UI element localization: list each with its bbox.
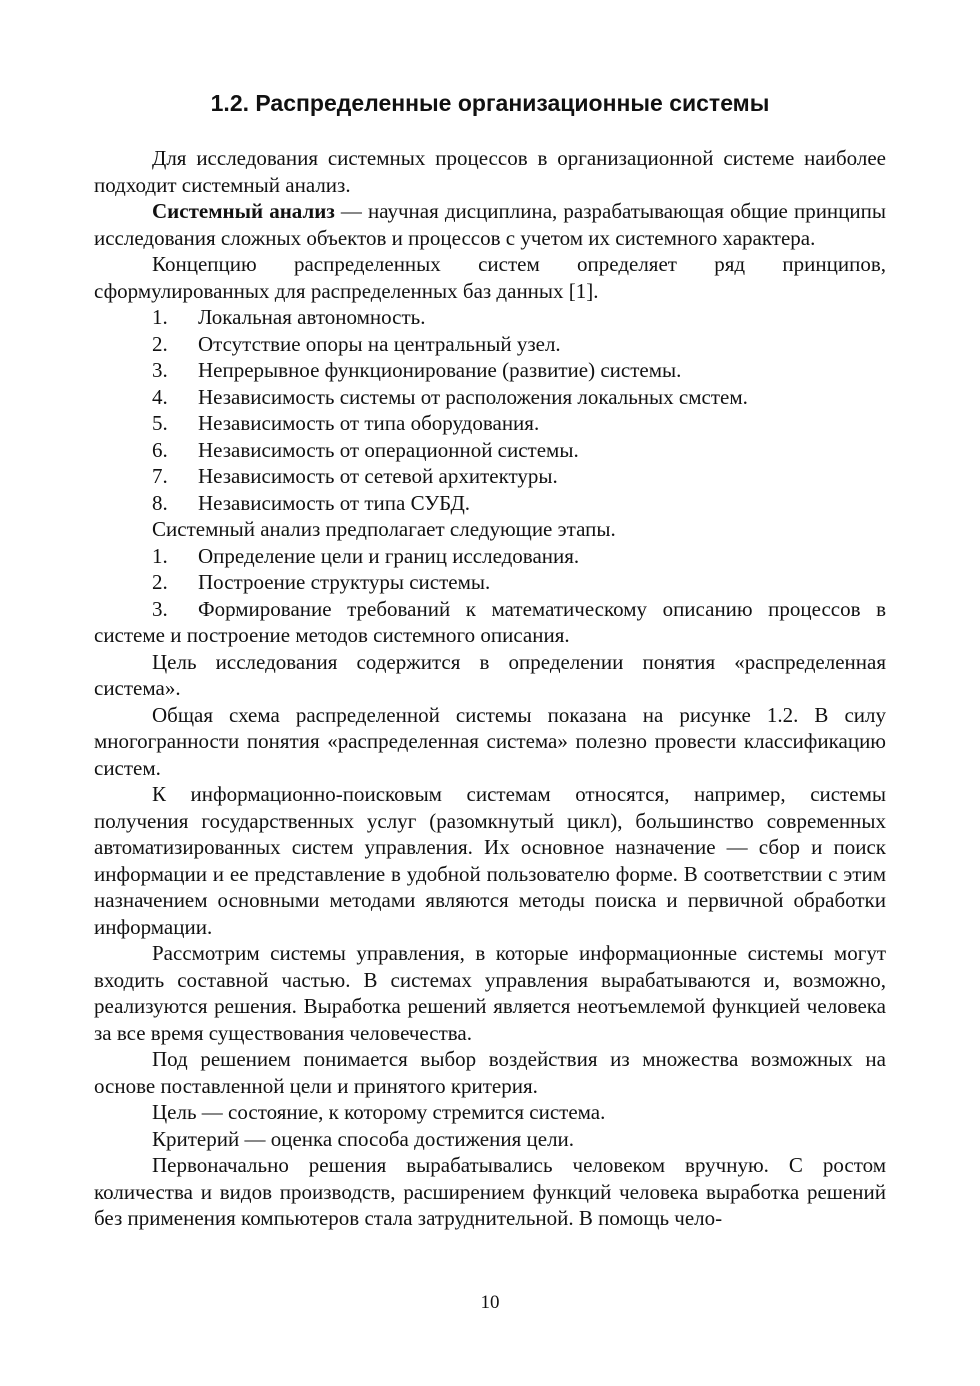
paragraph-goal-definition: Цель — состояние, к которому стремится система.	[152, 1100, 606, 1124]
list-item	[94, 490, 886, 517]
list-item-text: Отсутствие опоры на центральный узел.	[198, 331, 561, 356]
list-item	[94, 357, 886, 384]
list-item-number: 1.	[152, 543, 168, 568]
list-item-text: Построение структуры системы.	[198, 570, 491, 594]
list-item-text: Независимость системы от расположения локальных смстем.	[198, 384, 748, 409]
list-item-text: Локальная автономность.	[198, 305, 426, 329]
list-item	[94, 410, 886, 437]
page-number: 10	[480, 1292, 500, 1313]
list-item-text: Определение цели и границ исследования.	[198, 543, 580, 568]
definition-text: — научная дисциплина, разрабатывающая общие принципы исследования сложных объектов и процессов с учетом их системного характера.	[94, 199, 886, 250]
list-item-text: Независимость от сетевой архитектуры.	[198, 464, 558, 488]
paragraph-definition	[94, 198, 886, 251]
paragraph-concept: Концепцию распределенных систем определяет ряд принципов, сформулированных для распределенных баз данных [1].	[94, 252, 886, 303]
list-item-text: Независимость от типа оборудования.	[198, 411, 540, 435]
list-item-number: 3.	[152, 358, 168, 382]
list-item	[94, 437, 886, 464]
list-item-text: Формирование требований к математическому описанию процессов в системе и построение методов системного описания.	[94, 596, 886, 647]
paragraph-intro: Для исследования системных процессов в организационной системе наиболее подходит системный анализ.	[94, 146, 886, 197]
defined-term: Системный анализ	[152, 199, 335, 223]
paragraph-goal: Цель исследования содержится в определении понятия «распределенная система».	[94, 649, 886, 700]
paragraph-criterion-definition: Критерий — оценка способа достижения цели.	[152, 1126, 575, 1151]
list-item-text: Независимость от типа СУБД.	[198, 490, 471, 515]
paragraph-scheme: Общая схема распределенной системы показана на рисунке 1.2. В силу многогранности понятия «распределенная система» полезно провести классификацию систем.	[94, 702, 886, 780]
list-item	[94, 463, 886, 490]
paragraph-decision: Под решением понимается выбор воздействия из множества возможных на основе поставленной цели и принятого критерия.	[94, 1047, 886, 1098]
list-item-number: 2.	[152, 570, 168, 594]
list-item	[94, 384, 886, 411]
section-title: 1.2. Распределенные организационные системы	[210, 90, 770, 116]
paragraph-stages-intro: Системный анализ предполагает следующие этапы.	[152, 517, 616, 541]
principles-list	[94, 304, 886, 516]
list-item-number: 6.	[152, 437, 168, 462]
list-item-number: 1.	[152, 305, 168, 329]
list-item-number: 2.	[152, 331, 168, 356]
paragraph-history: Первоначально решения вырабатывались человеком вручную. С ростом количества и видов производств, расширением функций человека выработка решений без применения компьютеров стала затруднительной. В помощь чело-	[94, 1153, 886, 1230]
list-item-number: 4.	[152, 384, 168, 409]
list-item-number: 7.	[152, 464, 168, 488]
list-item-number: 3.	[152, 596, 168, 621]
list-item-text: Независимость от операционной системы.	[198, 437, 579, 462]
paragraph-info-systems: К информационно-поисковым системам относятся, например, системы получения государственных услуг (разомкнутый цикл), большинство современных автоматизированных систем управления. Их основное назначение — сбор и поиск информации и ее представление в удобной пользователю форме. В соответствии с этим назначением основными методами являются методы поиска и первичной обработки информации.	[94, 782, 886, 939]
stages-list	[94, 543, 886, 649]
list-item-number: 8.	[152, 490, 168, 515]
list-item-text: Непрерывное функционирование (развитие) системы.	[198, 358, 682, 382]
list-item	[94, 543, 886, 570]
paragraph-control-systems: Рассмотрим системы управления, в которые информационные системы могут входить составной частью. В системах управления вырабатываются и, возможно, реализуются решения. Выработка решений является неотъемлемой функцией человека за все время существования человечества.	[94, 941, 886, 1045]
list-item	[94, 304, 886, 331]
list-item	[94, 331, 886, 358]
page-content	[94, 88, 886, 1232]
list-item-number: 5.	[152, 411, 168, 435]
list-item	[94, 569, 886, 596]
list-item	[94, 596, 886, 649]
